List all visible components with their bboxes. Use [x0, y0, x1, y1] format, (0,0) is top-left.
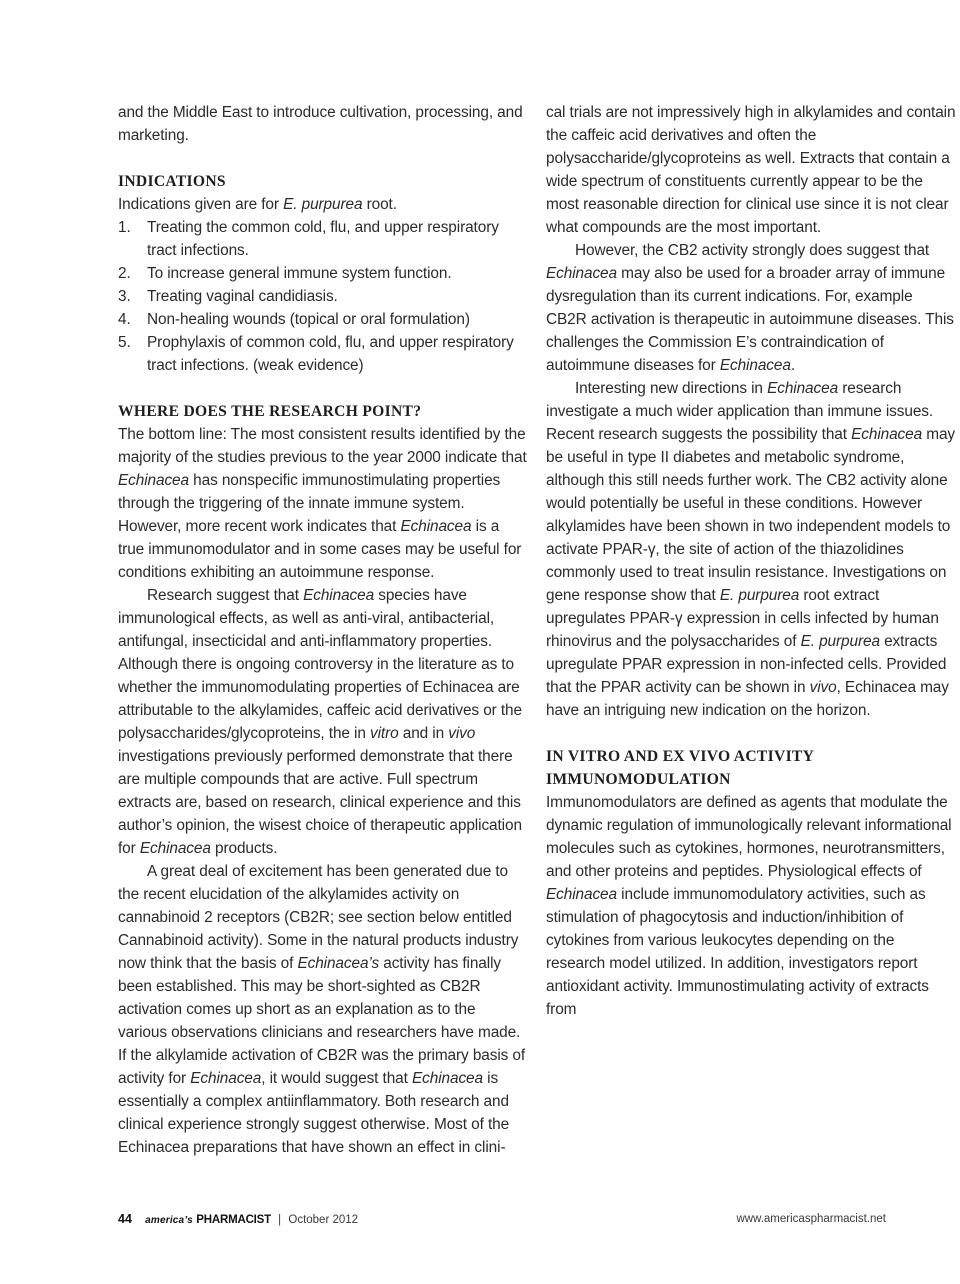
paragraph-immunomodulators: Immunomodulators are defined as agents that modulate the dynamic regulation of immunologically relevant informational molecules such as cytokines, hormones, neurotransmitters, and other proteins and peptides. Physiological effects of Echinacea include immunomodulatory activities, such as stimulation of phagocytosis and induction/inhibition of cytokines from various leukocytes depending on the research model utilized. In addition, investigators report antioxidant activity. Immunostimulating activity of extracts from	[546, 794, 952, 1018]
paragraph-clinical-trials-continued: cal trials are not impressively high in alkylamides and contain the caffeic acid derivatives and often the polysaccharide/glycoproteins as well. Extracts that contain a wide spectrum of constituents currently appear to be the most reasonable direction for clinical use since it is not clear what compounds are the most important.	[546, 104, 956, 236]
heading-indications: INDICATIONS	[118, 173, 226, 190]
issue-date: October 2012	[288, 1214, 359, 1226]
heading-immunomodulation: IMMUNOMODULATION	[546, 771, 731, 788]
list-item: 3. Treating vaginal candidiasis.	[118, 288, 338, 305]
paragraph-intro-continued: and the Middle East to introduce cultivation, processing, and marketing.	[118, 104, 523, 144]
left-column	[118, 101, 528, 1159]
list-item: 4. Non-healing wounds (topical or oral formulation)	[118, 311, 470, 328]
paragraph-bottom-line: The bottom line: The most consistent results identified by the majority of the studies previous to the year 2000 indicate that Echinacea has nonspecific immunostimulating properties through the triggering of the innate immune system. However, more recent work indicates that Echinacea is a true immunomodulator and in some cases may be useful for conditions exhibiting an autoimmune response.	[118, 426, 527, 581]
paragraph-excitement: A great deal of excitement has been generated due to the recent elucidation of the alkylamides activity on cannabinoid 2 receptors (CB2R; see section below entitled Cannabinoid activity). Some in the natural products industry now think that the basis of Echinacea’s activity has finally been established. This may be short-sighted as CB2R activation comes up short as an explanation as to the various observations clinicians and researchers have made. If the alkylamide activation of CB2R was the primary basis of activity for Echinacea, it would suggest that Echinacea is essentially a complex antiinflammatory. Both research and clinical experience strongly suggest otherwise. Most of the Echinacea preparations that have shown an effect in clini-	[118, 863, 526, 1156]
indications-list	[118, 216, 528, 377]
page-number: 44	[118, 1212, 132, 1226]
list-item: 2. To increase general immune system function.	[118, 265, 452, 282]
paragraph-cb2-activity: However, the CB2 activity strongly does suggest that Echinacea may also be used for a broader array of immune dysregulation than its current indications. For, example CB2R activation is therapeutic in autoimmune diseases. This challenges the Commission E’s contraindication of autoimmune diseases for Echinacea.	[546, 242, 954, 374]
website-url[interactable]: www.americaspharmacist.net	[736, 1213, 886, 1225]
paragraph-new-directions: Interesting new directions in Echinacea research investigate a much wider application than immune issues. Recent research suggests the possibility that Echinacea may be useful in type II diabetes and metabolic syndrome, although this still needs further work. The CB2 activity alone would potentially be useful in these conditions. However alkylamides have been shown in two independent models to activate PPAR-γ, the site of action of the thiazolidines commonly used to treat insulin resistance. Investigations on gene response show that E. purpurea root extract upregulates PPAR-γ expression in cells infected by human rhinovirus and the polysaccharides of E. purpurea extracts upregulate PPAR expression in non-infected cells. Provided that the PPAR activity can be shown in vivo, Echinacea may have an intriguing new indication on the horizon.	[546, 380, 956, 719]
indications-intro: Indications given are for E. purpurea root.	[118, 196, 397, 213]
magazine-logo: america’s PHARMACIST	[145, 1214, 271, 1226]
paragraph-research-suggest: Research suggest that Echinacea species have immunological effects, as well as anti-viral, antibacterial, antifungal, insecticidal and anti-inflammatory properties. Although there is ongoing controversy in the literature as to whether the immunomodulating properties of Echinacea are attributable to the alkylamides, caffeic acid derivatives or the polysaccharides/glycoproteins, the in vitro and in vivo investigations previously performed demonstrate that there are multiple compounds that are active. Full spectrum extracts are, based on research, clinical experience and this author’s opinion, the wisest choice of therapeutic application for Echinacea products.	[118, 587, 522, 857]
page-footer	[118, 1209, 886, 1229]
list-item: 1. Treating the common cold, flu, and upper respiratory tract infections.	[118, 219, 499, 259]
right-column	[546, 101, 956, 1021]
heading-in-vitro-ex-vivo: IN VITRO AND EX VIVO ACTIVITY	[546, 748, 815, 765]
heading-research-point: WHERE DOES THE RESEARCH POINT?	[118, 403, 422, 420]
list-item: 5. Prophylaxis of common cold, flu, and upper respiratory tract infections. (weak evidence)	[118, 334, 514, 374]
footer-separator: |	[278, 1214, 282, 1226]
